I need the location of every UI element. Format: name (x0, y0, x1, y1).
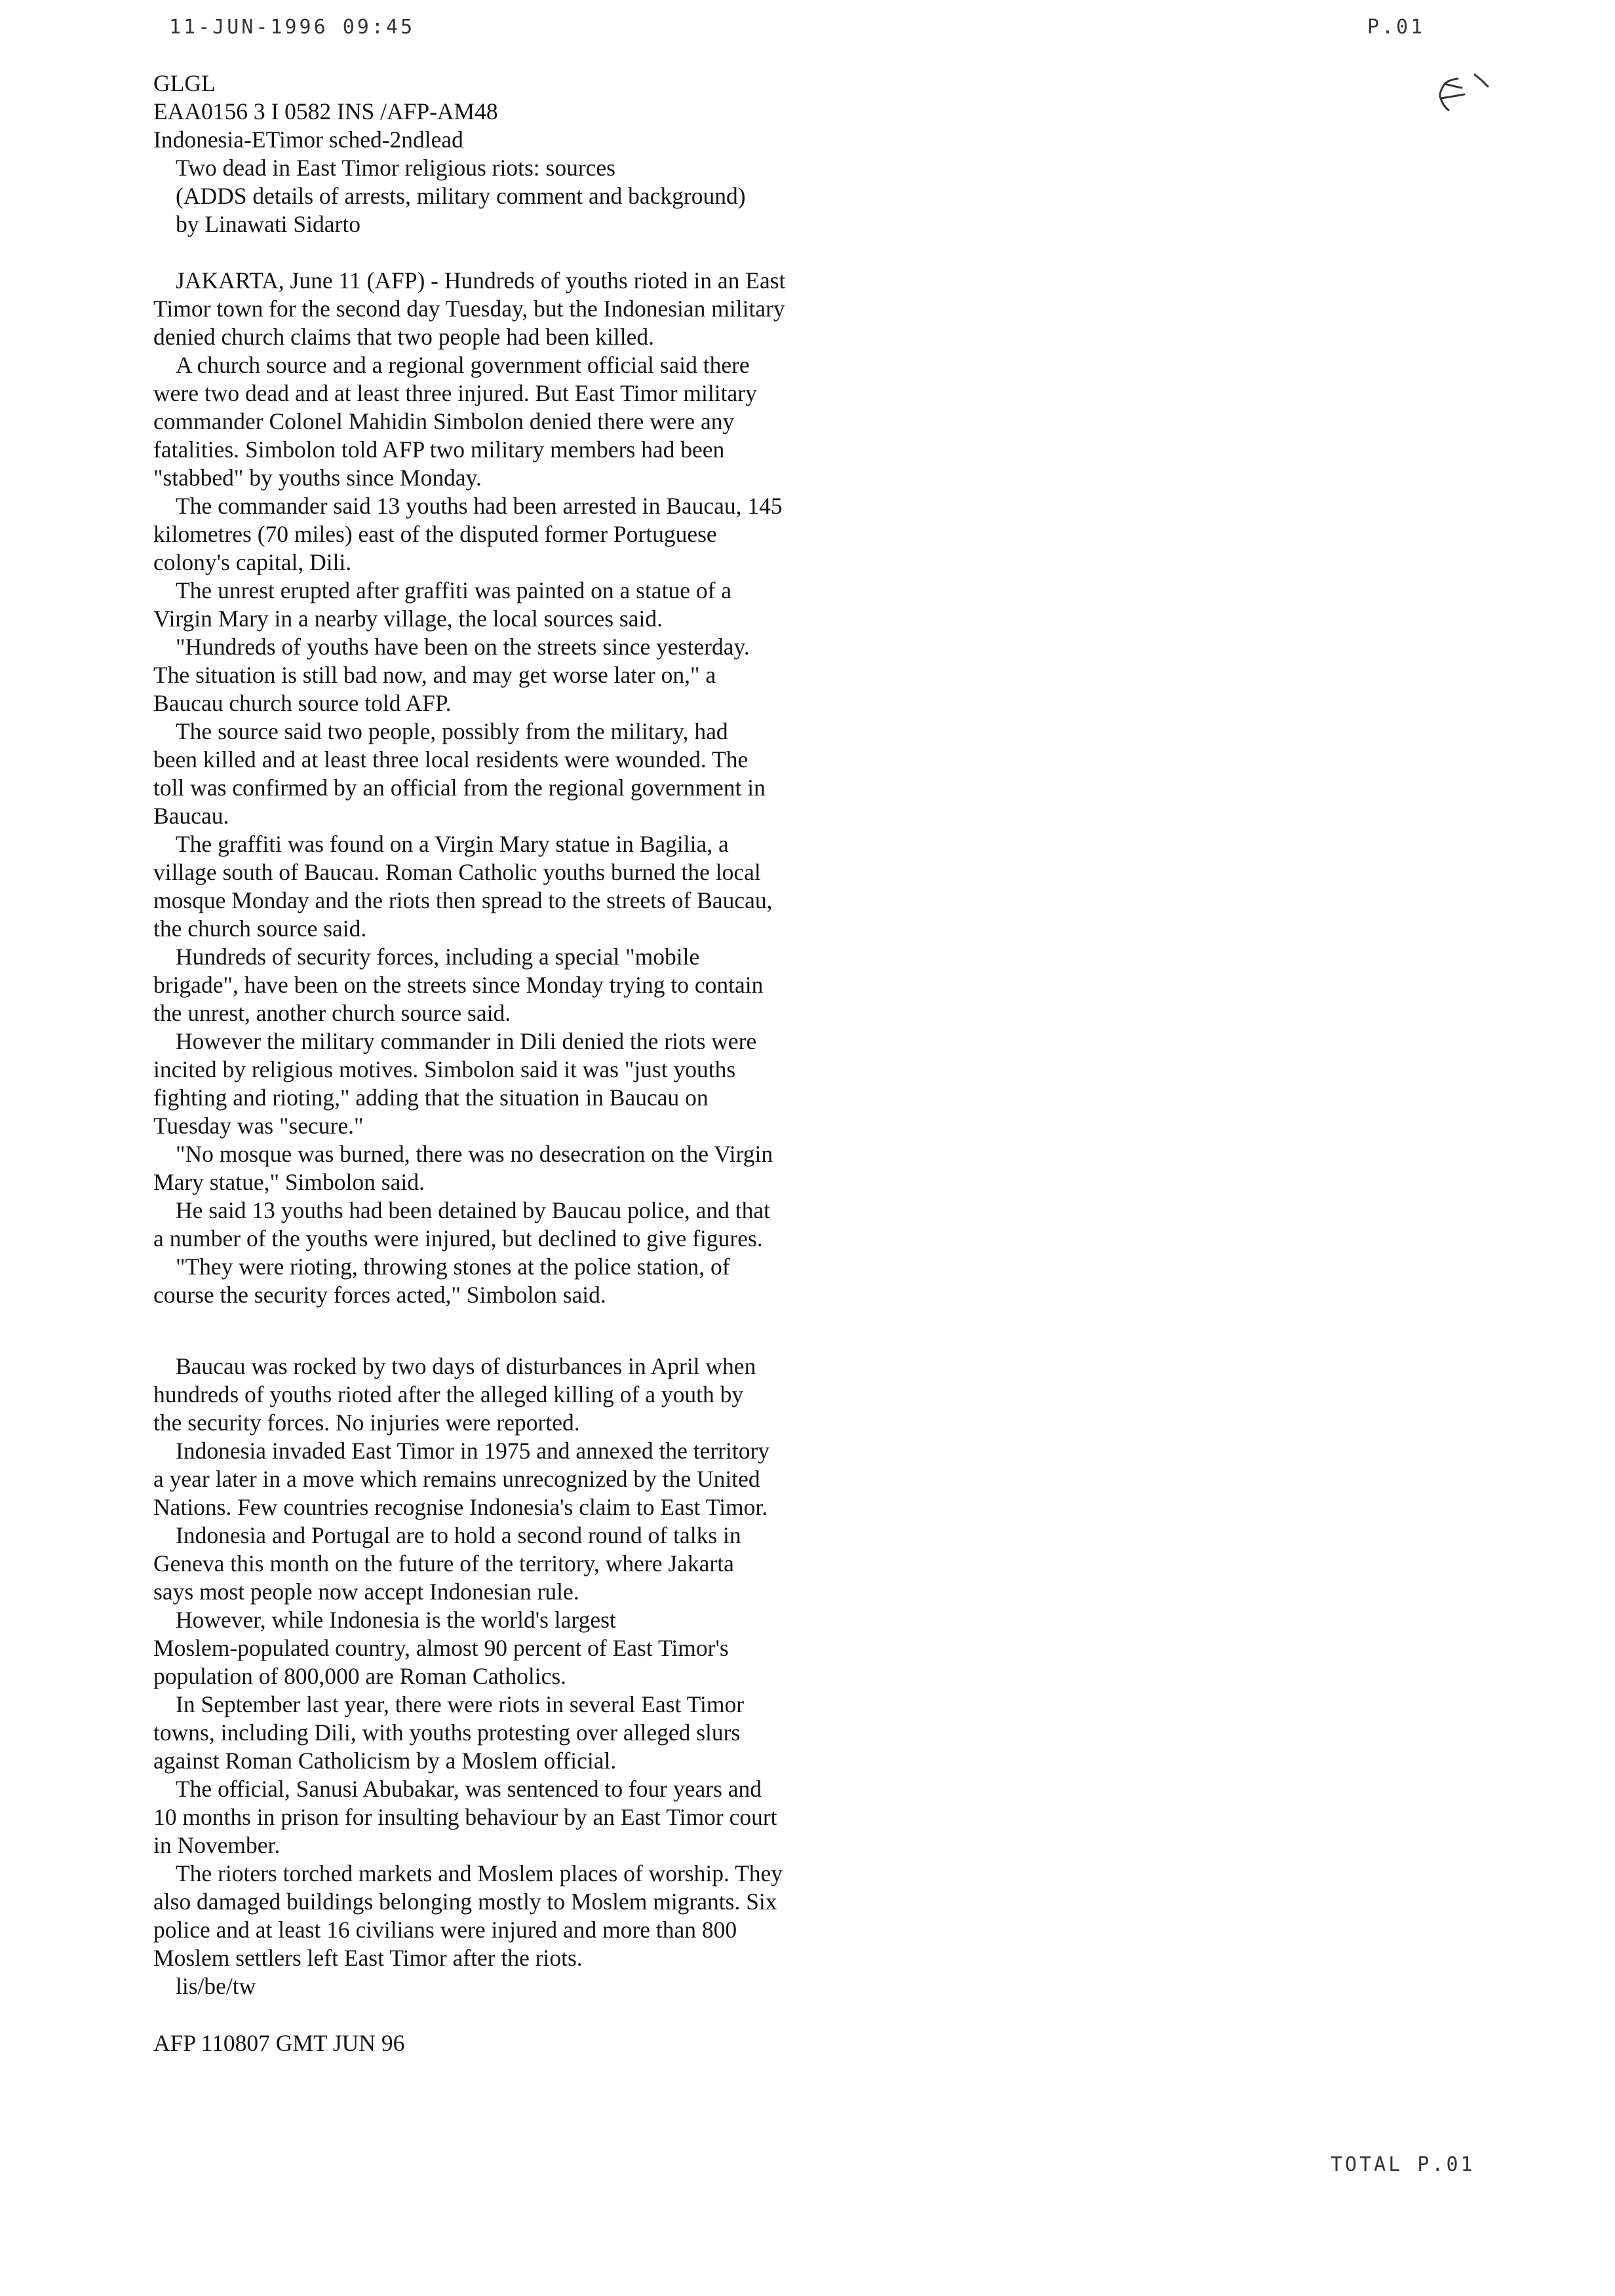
text-line: colony's capital, Dili. (153, 549, 352, 575)
text-line: The situation is still bad now, and may get worse later on," a (153, 662, 716, 688)
text-line: Baucau church source told AFP. (153, 690, 452, 716)
wire-document (153, 69, 992, 2057)
paragraph (153, 1140, 992, 1196)
text-line: village south of Baucau. Roman Catholic youths burned the local (153, 859, 761, 885)
text-line: "They were rioting, throwing stones at the police station, of (176, 1253, 730, 1280)
text-line: However the military commander in Dili denied the riots were (176, 1028, 757, 1054)
paragraph (153, 1027, 992, 1140)
text-line: kilometres (70 miles) east of the disputed former Portuguese (153, 521, 717, 547)
slug-line: Indonesia-ETimor sched-2ndlead (153, 126, 463, 153)
text-line: 10 months in prison for insulting behaviour by an East Timor court (153, 1804, 777, 1830)
paragraph (153, 718, 992, 830)
text-line: Baucau. (153, 803, 229, 829)
transmission-dateline: AFP 110807 GMT JUN 96 (153, 2030, 405, 2056)
text-line: However, while Indonesia is the world's largest (176, 1607, 616, 1633)
text-line: a year later in a move which remains unrecognized by the United (153, 1466, 760, 1492)
text-line: says most people now accept Indonesian rule. (153, 1578, 579, 1605)
text-line: the unrest, another church source said. (153, 1000, 511, 1026)
text-line: Geneva this month on the future of the territory, where Jakarta (153, 1550, 734, 1577)
text-line: Hundreds of security forces, including a special "mobile (176, 944, 700, 970)
paragraph (153, 633, 992, 718)
text-line: in November. (153, 1832, 281, 1858)
paragraph (153, 1775, 992, 1860)
text-line: A church source and a regional government official said there (176, 352, 750, 378)
text-line: population of 800,000 are Roman Catholics. (153, 1663, 567, 1689)
text-line: "stabbed" by youths since Monday. (153, 465, 482, 491)
article-body (153, 267, 992, 1309)
text-line: fighting and rioting," adding that the situation in Baucau on (153, 1084, 709, 1111)
text-line: JAKARTA, June 11 (AFP) - Hundreds of youths rioted in an East (176, 267, 786, 294)
text-line: incited by religious motives. Simbolon said it was "just youths (153, 1056, 736, 1082)
text-line: fatalities. Simbolon told AFP two military members had been (153, 436, 725, 463)
text-line: also damaged buildings belonging mostly to Moslem migrants. Six (153, 1888, 777, 1915)
headline: Two dead in East Timor religious riots: sources (176, 155, 615, 181)
paragraph (153, 1437, 992, 1521)
text-line: course the security forces acted," Simbolon said. (153, 1282, 606, 1308)
text-line: The source said two people, possibly from the military, had (176, 718, 728, 744)
text-line: towns, including Dili, with youths protesting over alleged slurs (153, 1719, 741, 1746)
text-line: the church source said. (153, 915, 367, 942)
text-line: commander Colonel Mahidin Simbolon denied there were any (153, 408, 735, 434)
text-line: Mary statue," Simbolon said. (153, 1169, 425, 1195)
message-id: EAA0156 3 I 0582 INS /AFP-AM48 (153, 98, 498, 124)
text-line: The official, Sanusi Abubakar, was sentenced to four years and (176, 1776, 762, 1802)
text-line: Moslem settlers left East Timor after the riots. (153, 1945, 583, 1971)
text-line: Timor town for the second day Tuesday, but the Indonesian military (153, 296, 785, 322)
paragraph (153, 1606, 992, 1691)
article-body-continued (153, 1352, 992, 1972)
paragraph (153, 1521, 992, 1606)
text-line: Virgin Mary in a nearby village, the local sources said. (153, 605, 663, 632)
text-line: been killed and at least three local residents were wounded. The (153, 746, 749, 773)
byline: by Linawati Sidarto (176, 211, 360, 237)
text-line: The rioters torched markets and Moslem places of worship. They (176, 1860, 783, 1886)
text-line: were two dead and at least three injured. But East Timor military (153, 380, 757, 406)
paragraph (153, 267, 992, 351)
paragraph (153, 351, 992, 492)
text-line: against Roman Catholicism by a Moslem official. (153, 1748, 617, 1774)
signoff: lis/be/tw (176, 1973, 256, 1999)
text-line: "No mosque was burned, there was no desecration on the Virgin (176, 1141, 773, 1167)
text-line: denied church claims that two people had been killed. (153, 324, 654, 350)
paragraph (153, 1860, 992, 1972)
text-line: brigade", have been on the streets since Monday trying to contain (153, 972, 764, 998)
edit-note: (ADDS details of arrests, military comment and background) (176, 183, 746, 209)
text-line: Indonesia invaded East Timor in 1975 and annexed the territory (176, 1438, 770, 1464)
paragraph (153, 492, 992, 577)
paragraph (153, 1691, 992, 1775)
text-line: a number of the youths were injured, but declined to give figures. (153, 1225, 763, 1252)
paragraph (153, 1352, 992, 1437)
paragraph (153, 943, 992, 1027)
fax-page-number: P.01 (1367, 16, 1426, 39)
routing-code: GLGL (153, 70, 216, 96)
text-line: mosque Monday and the riots then spread to the streets of Baucau, (153, 887, 773, 913)
text-line: Indonesia and Portugal are to hold a second round of talks in (176, 1522, 741, 1548)
text-line: toll was confirmed by an official from the regional government in (153, 775, 766, 801)
fax-total-pages: TOTAL P.01 (1331, 2153, 1475, 2176)
fax-datetime: 11-JUN-1996 09:45 (169, 16, 416, 39)
text-line: Baucau was rocked by two days of disturbances in April when (176, 1353, 756, 1379)
paragraph (153, 577, 992, 633)
text-line: The commander said 13 youths had been arrested in Baucau, 145 (176, 493, 783, 519)
text-line: The graffiti was found on a Virgin Mary statue in Bagilia, a (176, 831, 729, 857)
text-line: The unrest erupted after graffiti was painted on a statue of a (176, 577, 732, 603)
text-line: In September last year, there were riots in several East Timor (176, 1691, 745, 1717)
text-line: Nations. Few countries recognise Indonesia's claim to East Timor. (153, 1494, 768, 1520)
text-line: police and at least 16 civilians were injured and more than 800 (153, 1917, 737, 1943)
text-line: He said 13 youths had been detained by Baucau police, and that (176, 1197, 770, 1223)
paragraph (153, 1253, 992, 1309)
text-line: the security forces. No injuries were reported. (153, 1409, 580, 1436)
text-line: Moslem-populated country, almost 90 percent of East Timor's (153, 1635, 729, 1661)
text-line: Tuesday was "secure." (153, 1113, 364, 1139)
text-line: "Hundreds of youths have been on the streets since yesterday. (176, 634, 750, 660)
paragraph (153, 1196, 992, 1253)
handwritten-e-mark (1429, 64, 1501, 123)
text-line: hundreds of youths rioted after the alleged killing of a youth by (153, 1381, 744, 1407)
paragraph (153, 830, 992, 943)
